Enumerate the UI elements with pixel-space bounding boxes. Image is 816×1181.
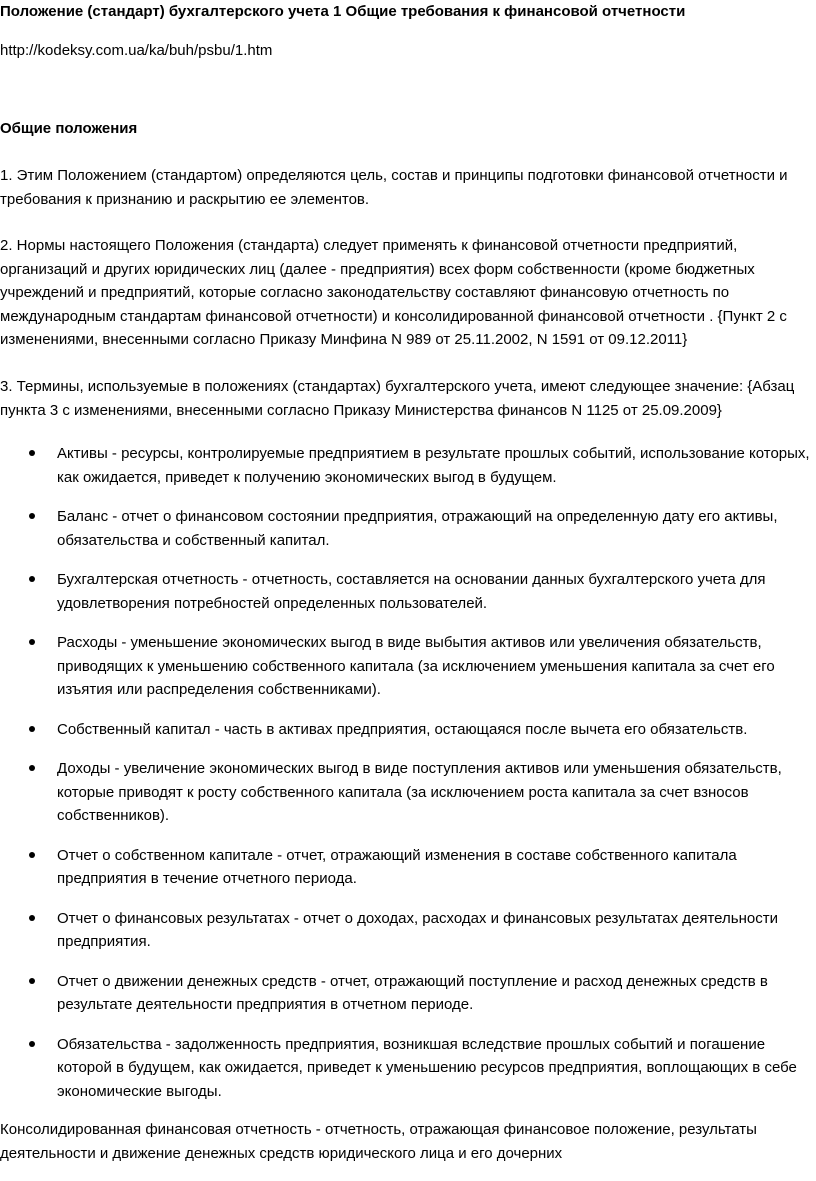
paragraph-2: 2. Нормы настоящего Положения (стандарта) следует применять к финансовой отчетности предприятий, организаций и других юридических лиц (далее - предприятия) всех форм собственности (кроме бюджетных учреждений и предприятий, которые согласно законодательству составляют финансовую отчетность по международным стандартам финансовой отчетности) и консолидированной финансовой отчетности . {Пункт 2 с изменениями, внесенными согласно Приказу Минфина N 989 от 25.11.2002, N 1591 от 09.12.2011} xyxy=(0,237,787,348)
document-title: Положение (стандарт) бухгалтерского учета 1 Общие требования к финансовой отчетности xyxy=(0,3,686,20)
list-item: Отчет о собственном капитале - отчет, отражающий изменения в составе собственного капитала предприятия в течение отчетного периода. xyxy=(0,844,812,891)
final-paragraph: Консолидированная финансовая отчетность - отчетность, отражающая финансовое положение, результаты деятельности и движение денежных средств юридического лица и его дочерних xyxy=(0,1121,757,1162)
list-item: Доходы - увеличение экономических выгод в виде поступления активов или уменьшения обязательств, которые приводят к росту собственного капитала (за исключением роста капитала за счет взносов собственников). xyxy=(0,757,812,828)
paragraph-1: 1. Этим Положением (стандартом) определяются цель, состав и принципы подготовки финансовой отчетности и требования к признанию и раскрытию ее элементов. xyxy=(0,167,788,208)
list-item: Расходы - уменьшение экономических выгод в виде выбытия активов или увеличения обязательств, приводящих к уменьшению собственного капитала (за исключением уменьшения капитала за счет его изъятия или распределения собственниками). xyxy=(0,631,812,702)
list-item: Активы - ресурсы, контролируемые предприятием в результате прошлых событий, использование которых, как ожидается, приведет к получению экономических выгод в будущем. xyxy=(0,442,812,489)
list-item: Баланс - отчет о финансовом состоянии предприятия, отражающий на определенную дату его активы, обязательства и собственный капитал. xyxy=(0,505,812,552)
list-item: Отчет о финансовых результатах - отчет о доходах, расходах и финансовых результатах деятельности предприятия. xyxy=(0,907,812,954)
list-item: Отчет о движении денежных средств - отчет, отражающий поступление и расход денежных средств в результате деятельности предприятия в отчетном периоде. xyxy=(0,970,812,1017)
list-item: Бухгалтерская отчетность - отчетность, составляется на основании данных бухгалтерского учета для удовлетворения потребностей определенных пользователей. xyxy=(0,568,812,615)
list-item: Обязательства - задолженность предприятия, возникшая вследствие прошлых событий и погашение которой в будущем, как ожидается, приведет к уменьшению ресурсов предприятия, воплощающих в себе экономические выгоды. xyxy=(0,1033,812,1104)
terms-list xyxy=(0,442,812,1119)
list-item: Собственный капитал - часть в активах предприятия, остающаяся после вычета его обязательств. xyxy=(0,718,812,742)
paragraph-3: 3. Термины, используемые в положениях (стандартах) бухгалтерского учета, имеют следующее значение: {Абзац пункта 3 с изменениями, внесенными согласно Приказу Министерства финансов N 1125 от 25.09.2009} xyxy=(0,378,795,419)
source-url: http://kodeksy.com.ua/ka/buh/psbu/1.htm xyxy=(0,42,273,59)
section-heading: Общие положения xyxy=(0,120,138,137)
